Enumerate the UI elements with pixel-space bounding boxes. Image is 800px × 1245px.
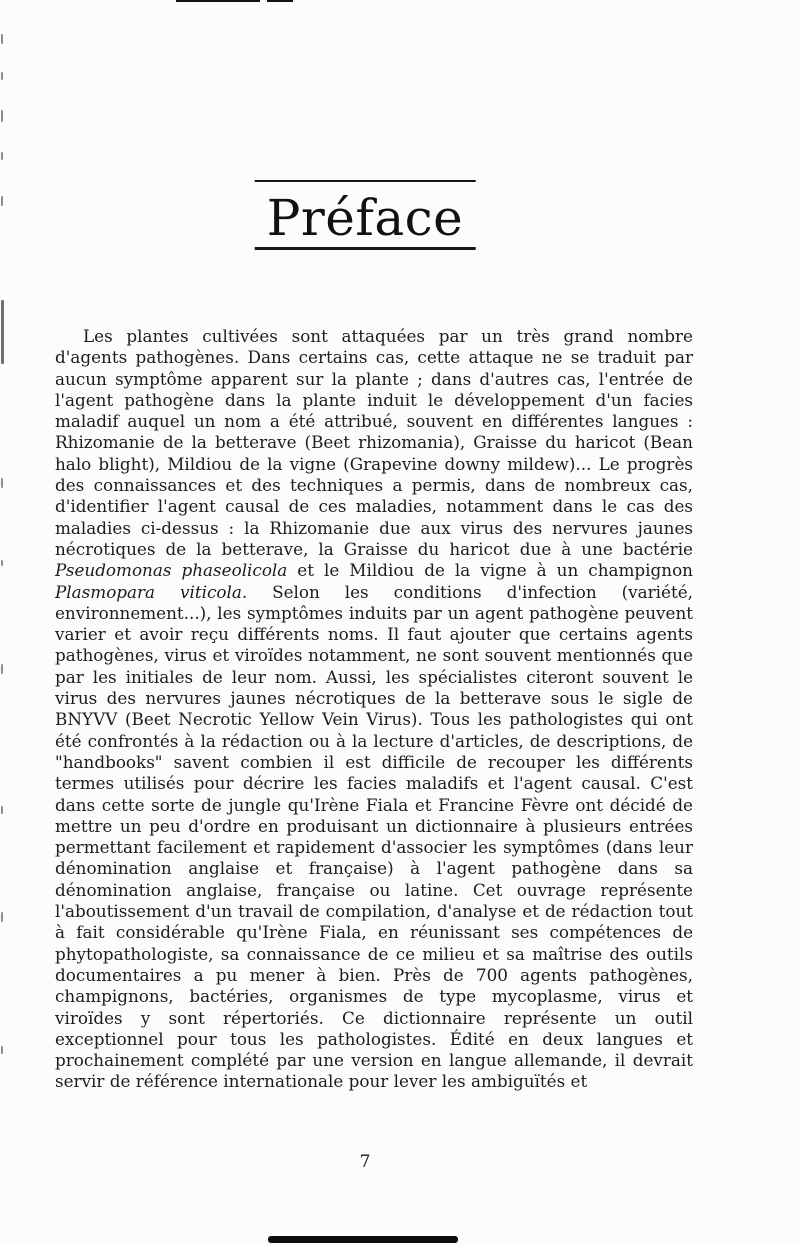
paragraph-segment: . Selon les conditions d'infection (variété, environnement...), les symptômes induits par un agent pathogène peuvent varier et avoir reçu différents noms. Il faut ajouter que certains agents pathogènes, virus et viroïdes notamment, ne sont souvent mentionnés que par les initiales de leur nom. Aussi, les spécialistes citeront souvent le virus des nervures jaunes nécrotiques de la betterave sous le sigle de BNYVV (Beet Necrotic Yellow Vein Virus). Tous les pathologistes qui ont été confrontés à la rédaction ou à la lecture d'articles, de descriptions, de "handbooks" savent combien il est difficile de recouper les différents termes utilisés pour décrire les facies maladifs et l'agent causal. C'est dans cette sorte de jungle qu'Irène Fiala et Francine Fèvre ont décidé de mettre un peu d'ordre en produisant un dictionnaire à plusieurs entrées permettant facilement et rapidement d'associer les symptômes (dans leur dénomination anglaise et française) à l'agent pathogène dans sa dénomination anglaise, française ou latine. Cet ouvrage représente l'aboutissement d'un travail de compilation, d'analyse et de rédaction tout à fait considérable qu'Irène Fiala, en réunissant ses compétences de phytopathologiste, sa connaissance de ce milieu et sa maîtrise des outils documentaires a pu mener à bien. Près de 700 agents pathogènes, champignons, bactéries, organismes de type mycoplasme, virus et viroïdes y sont répertoriés. Ce dictionnaire représente un outil exceptionnel pour tous les pathologistes. Édité en deux langues et prochainement complété par une version en langue allemande, il devrait servir de référence internationale pour lever les ambiguïtés et xyxy=(55,581,693,1092)
scan-artifact-edge-mark xyxy=(1,34,3,44)
scan-artifact-edge-mark xyxy=(1,196,3,206)
scan-artifact-top-line xyxy=(267,0,293,2)
scan-artifact-edge-mark xyxy=(1,912,3,922)
chapter-title-block xyxy=(255,180,476,250)
scan-artifact-edge-mark xyxy=(1,152,3,160)
paragraph-segment: et le Mildiou de la vigne à un champignon xyxy=(287,560,693,581)
scan-artifact-edge-mark xyxy=(1,72,3,80)
scan-artifact-edge-mark xyxy=(1,560,3,566)
species-name-plasmopara: Plasmopara viticola xyxy=(55,581,242,602)
preface-paragraph xyxy=(55,326,693,1093)
species-name-pseudomonas: Pseudomonas phaseolicola xyxy=(55,560,288,581)
scan-artifact-bottom-bar xyxy=(268,1236,458,1243)
scan-artifact-edge-mark xyxy=(1,300,4,364)
scan-artifact-edge-mark xyxy=(1,664,3,674)
paragraph-segment: Les plantes cultivées sont attaquées par un très grand nombre d'agents pathogènes. Dans certains cas, cette attaque ne se traduit par aucun symptôme apparent sur la plante ; dans d'autres cas, l'entrée de l'agent pathogène dans la plante induit le développement d'un facies maladif auquel un nom a été attribué, souvent en différentes langues : Rhizomanie de la betterave (Beet rhizomania), Graisse du haricot (Bean halo blight), Mildiou de la vigne (Grapevine downy mildew)... Le progrès des connaissances et des techniques a permis, dans de nombreux cas, d'identifier l'agent causal de ces maladies, notamment dans le cas des maladies ci-dessus : la Rhizomanie due aux virus des nervures jaunes nécrotiques de la betterave, la Graisse du haricot due à une bactérie xyxy=(55,326,693,559)
scan-artifact-edge-mark xyxy=(1,478,3,488)
scan-artifact-edge-mark xyxy=(1,110,3,122)
scan-artifact-edge-mark xyxy=(1,806,3,814)
page-number: 7 xyxy=(359,1152,371,1172)
scan-artifact-top-line xyxy=(176,0,260,2)
page-title: Préface xyxy=(266,189,464,247)
scan-artifact-edge-mark xyxy=(1,1046,3,1054)
